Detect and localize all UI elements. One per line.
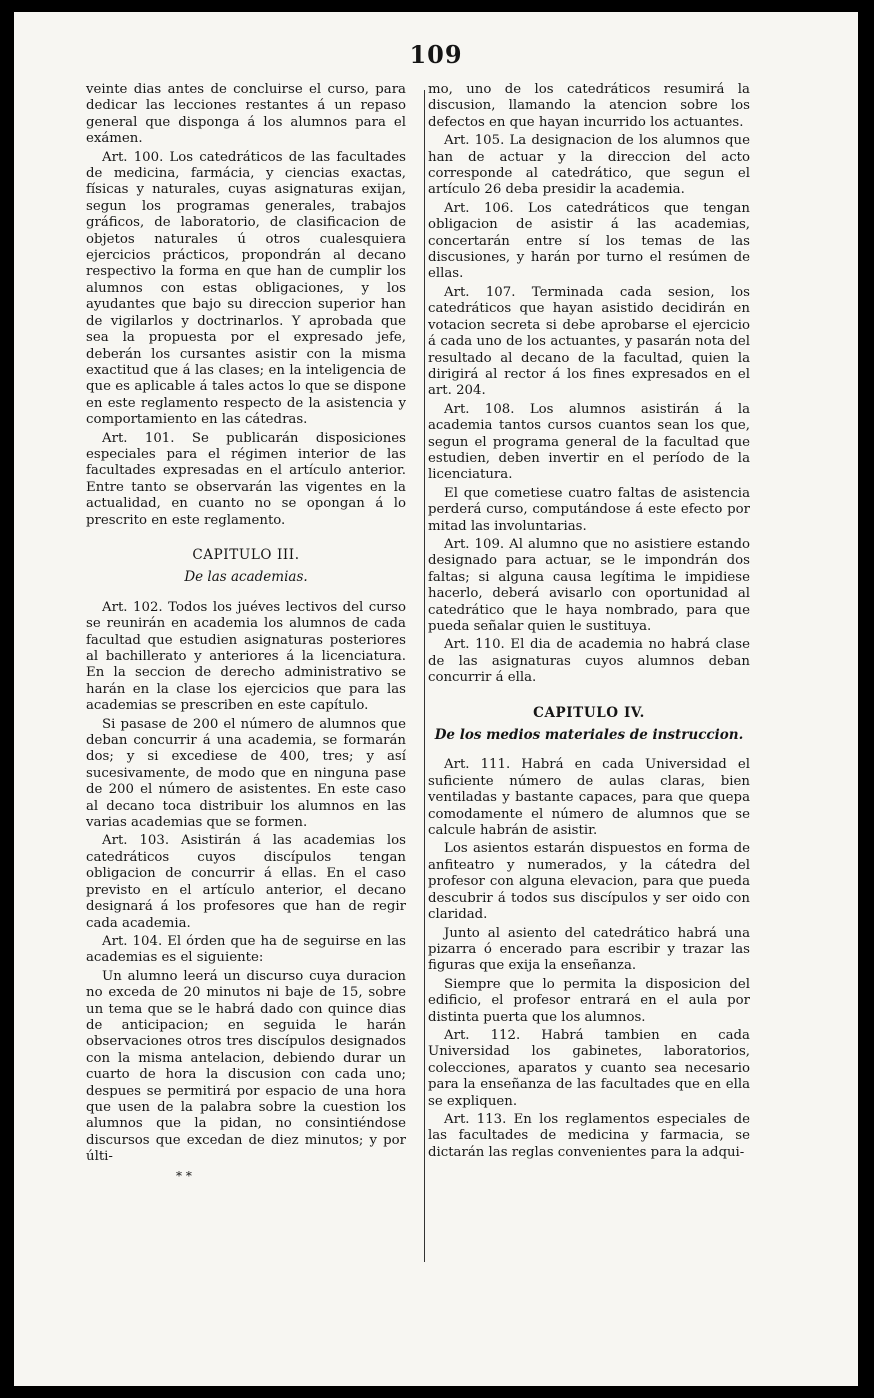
chapter-heading: CAPITULO III. [192, 546, 300, 563]
signature-mark: * * [176, 1168, 192, 1183]
paragraph: Siempre que lo permita la disposicion del edificio, el profesor entrará en el aula por distinta puerta que los alumnos. [428, 976, 750, 1025]
chapter-heading: CAPITULO IV. [533, 704, 645, 721]
paragraph: Art. 112. Habrá tambien en cada Universidad los gabinetes, laboratorios, colecciones, aparatos y cuanto sea necesario para la enseñanza de las facultades que en ella se expliquen. [428, 1027, 750, 1109]
paragraph: El que cometiese cuatro faltas de asistencia perderá curso, computándose á este efecto por mitad las involuntarias. [428, 485, 750, 534]
paragraph: mo, uno de los catedráticos resumirá la discusion, llamando la atencion sobre los defectos en que hayan incurrido los actuantes. [428, 82, 750, 130]
paragraph: Art. 106. Los catedráticos que tengan obligacion de asistir á las academias, concertarán entre sí los temas de las discusiones, y harán por turno el resúmen de ellas. [428, 200, 750, 282]
paragraph: Art. 104. El órden que ha de seguirse en las academias es el siguiente: [86, 933, 406, 966]
column-divider [424, 90, 425, 1262]
paragraph: Los asientos estarán dispuestos en forma de anfiteatro y numerados, y la cátedra del profesor con alguna elevacion, para que pueda descubrir á todos sus discípulos y ser oido con claridad. [428, 841, 750, 923]
chapter-subtitle: De los medios materiales de instruccion. [434, 727, 744, 744]
paragraph: Art. 108. Los alumnos asistirán á la academia tantos cursos cuantos sean los que, segun el programa general de la facultad que estudien, deben invertir en el período de la licenciatura. [428, 401, 750, 483]
right-column [428, 82, 750, 1163]
page-number: 109 [409, 40, 463, 69]
left-column [86, 82, 406, 1184]
paragraph: Art. 113. En los reglamentos especiales de las facultades de medicina y farmacia, se dictarán las reglas convenientes para la adqui- [428, 1111, 750, 1160]
paragraph: Art. 103. Asistirán á las academias los catedráticos cuyos discípulos tengan obligacion de concurrir á ellas. En el caso previsto en el artículo anterior, el decano designará á los profesores que han de regir cada academia. [86, 833, 406, 931]
paragraph: Art. 109. Al alumno que no asistiere estando designado para actuar, se le impondrán dos faltas; si alguna causa legítima le impidiese hacerlo, deberá avisarlo con oportunidad al catedrático que le haya nombrado, para que pueda señalar quien le sustituya. [428, 536, 750, 634]
paragraph: Art. 101. Se publicarán disposiciones especiales para el régimen interior de las facultades expresadas en el artículo anterior. Entre tanto se observarán las vigentes en la actualidad, en cuanto no se opongan á lo prescrito en este reglamento. [86, 430, 406, 528]
paragraph: Art. 102. Todos los juéves lectivos del curso se reunirán en academia los alumnos de cada facultad que estudien asignaturas posteriores al bachillerato y anteriores á la licenciatura. En la seccion de derecho administrativo se harán en la clase los ejercicios que para las academias se prescriben en este capítulo. [86, 599, 406, 714]
paragraph: Art. 100. Los catedráticos de las facultades de medicina, farmácia, y ciencias exactas, físicas y naturales, cuyas asignaturas exijan, segun los programas generales, trabajos gráficos, de laboratorio, de clasificacion de objetos naturales ú otros cualesquiera ejercicios prácticos, propondrán al decano respectivo la forma en que han de cumplir los alumnos con estas obligaciones, y los ayudantes que bajo su direccion superior han de vigilarlos y doctrinarlos. Y aprobada que sea la propuesta por el expresado jefe, deberán los cursantes asistir con la misma exactitud que á las clases; en la inteligencia de que es aplicable á tales actos lo que se dispone en este reglamento respecto de la asistencia y comportamiento en las cátedras. [86, 149, 406, 428]
paragraph: Art. 105. La designacion de los alumnos que han de actuar y la direccion del acto corresponde al catedrático, que segun el artículo 26 deba presidir la academia. [428, 133, 750, 198]
chapter-subtitle: De las academias. [184, 569, 308, 586]
paragraph: Un alumno leerá un discurso cuya duracion no exceda de 20 minutos ni baje de 15, sobre un tema que se le habrá dado con quince dias de anticipacion; en seguida le harán observaciones otros tres discípulos designados con la misma antelacion, debiendo durar un cuarto de hora la discusion con cada uno; despues se permitirá por espacio de una hora que usen de la palabra sobre la cuestion los alumnos que la pidan, no consintiéndose discursos que excedan de diez minutos; y por últi- [86, 968, 406, 1165]
paragraph: Art. 110. El dia de academia no habrá clase de las asignaturas cuyos alumnos deban concurrir á ella. [428, 637, 750, 686]
document-page [14, 12, 858, 1386]
paragraph: Junto al asiento del catedrático habrá una pizarra ó encerado para escribir y trazar las figuras que exija la enseñanza. [428, 925, 750, 974]
paragraph: Art. 111. Habrá en cada Universidad el suficiente número de aulas claras, bien ventiladas y bastante capaces, para que quepa comodamente el número de alumnos que se calcule habrán de asistir. [428, 757, 750, 839]
paragraph: Si pasase de 200 el número de alumnos que deban concurrir á una academia, se formarán dos; y si excediese de 400, tres; y así sucesivamente, de modo que en ninguna pase de 200 el número de asistentes. En este caso al decano toca distribuir los alumnos en las varias academias que se formen. [86, 716, 406, 831]
paragraph: Art. 107. Terminada cada sesion, los catedráticos que hayan asistido decidirán en votacion secreta si debe aprobarse el ejercicio á cada uno de los actuantes, y pasarán nota del resultado al decano de la facultad, quien la dirigirá al rector á los fines expresados en el art. 204. [428, 284, 750, 399]
paragraph: veinte dias antes de concluirse el curso, para dedicar las lecciones restantes á un repaso general que disponga á los alumnos para el exámen. [86, 82, 406, 147]
